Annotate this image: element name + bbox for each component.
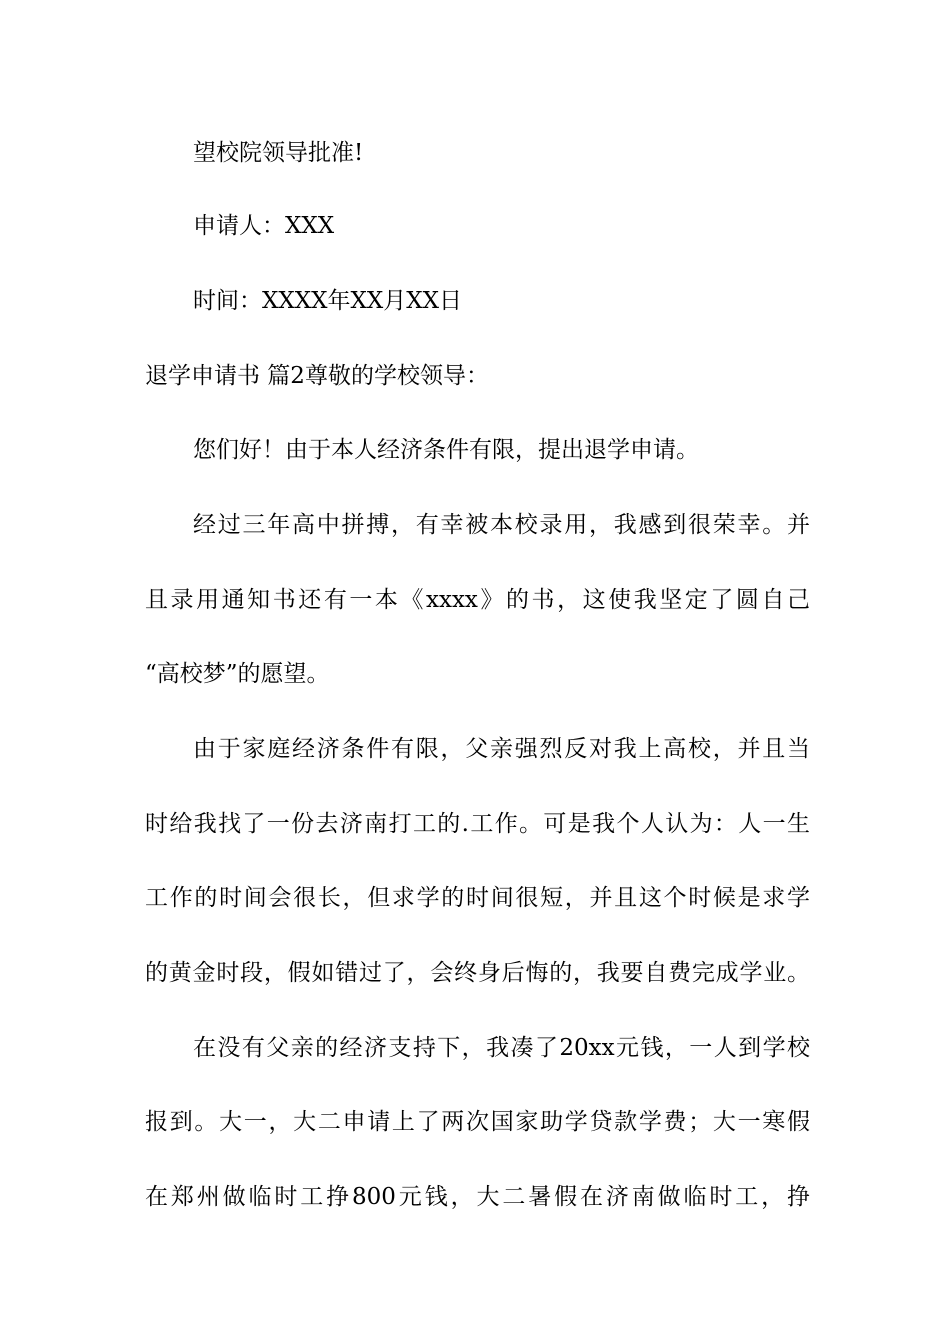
paragraph-line: 由于家庭经济条件有限，父亲强烈反对我上高校，并且当 (193, 736, 810, 762)
date-line: 时间：XXXX年XX月XX日 (193, 288, 462, 314)
paragraph-line: 时给我找了一份去济南打工的.工作。可是我个人认为：人一生 (145, 811, 810, 837)
applicant-line: 申请人：XXX (193, 213, 335, 239)
closing-request-line: 望校院领导批准! (193, 140, 364, 166)
paragraph-line: 在郑州做临时工挣800元钱，大二暑假在济南做临时工，挣 (145, 1184, 810, 1210)
paragraph-line: “高校梦”的愿望。 (145, 661, 330, 687)
greeting-paragraph: 您们好！由于本人经济条件有限，提出退学申请。 (193, 437, 699, 463)
paragraph-line: 工作的时间会很长，但求学的时间很短，并且这个时候是求学 (145, 885, 810, 911)
paragraph-line: 经过三年高中拼搏，有幸被本校录用，我感到很荣幸。并 (193, 512, 810, 538)
paragraph-line: 且录用通知书还有一本《xxxx》的书，这使我坚定了圆自己 (145, 587, 810, 613)
paragraph-line: 在没有父亲的经济支持下，我凑了20xx元钱，一人到学校 (193, 1035, 810, 1061)
section-heading: 退学申请书 篇2尊敬的学校领导： (145, 363, 489, 389)
paragraph-line: 的黄金时段，假如错过了，会终身后悔的，我要自费完成学业。 (145, 960, 810, 986)
paragraph-line: 报到。大一，大二申请上了两次国家助学贷款学费；大一寒假 (145, 1109, 810, 1135)
